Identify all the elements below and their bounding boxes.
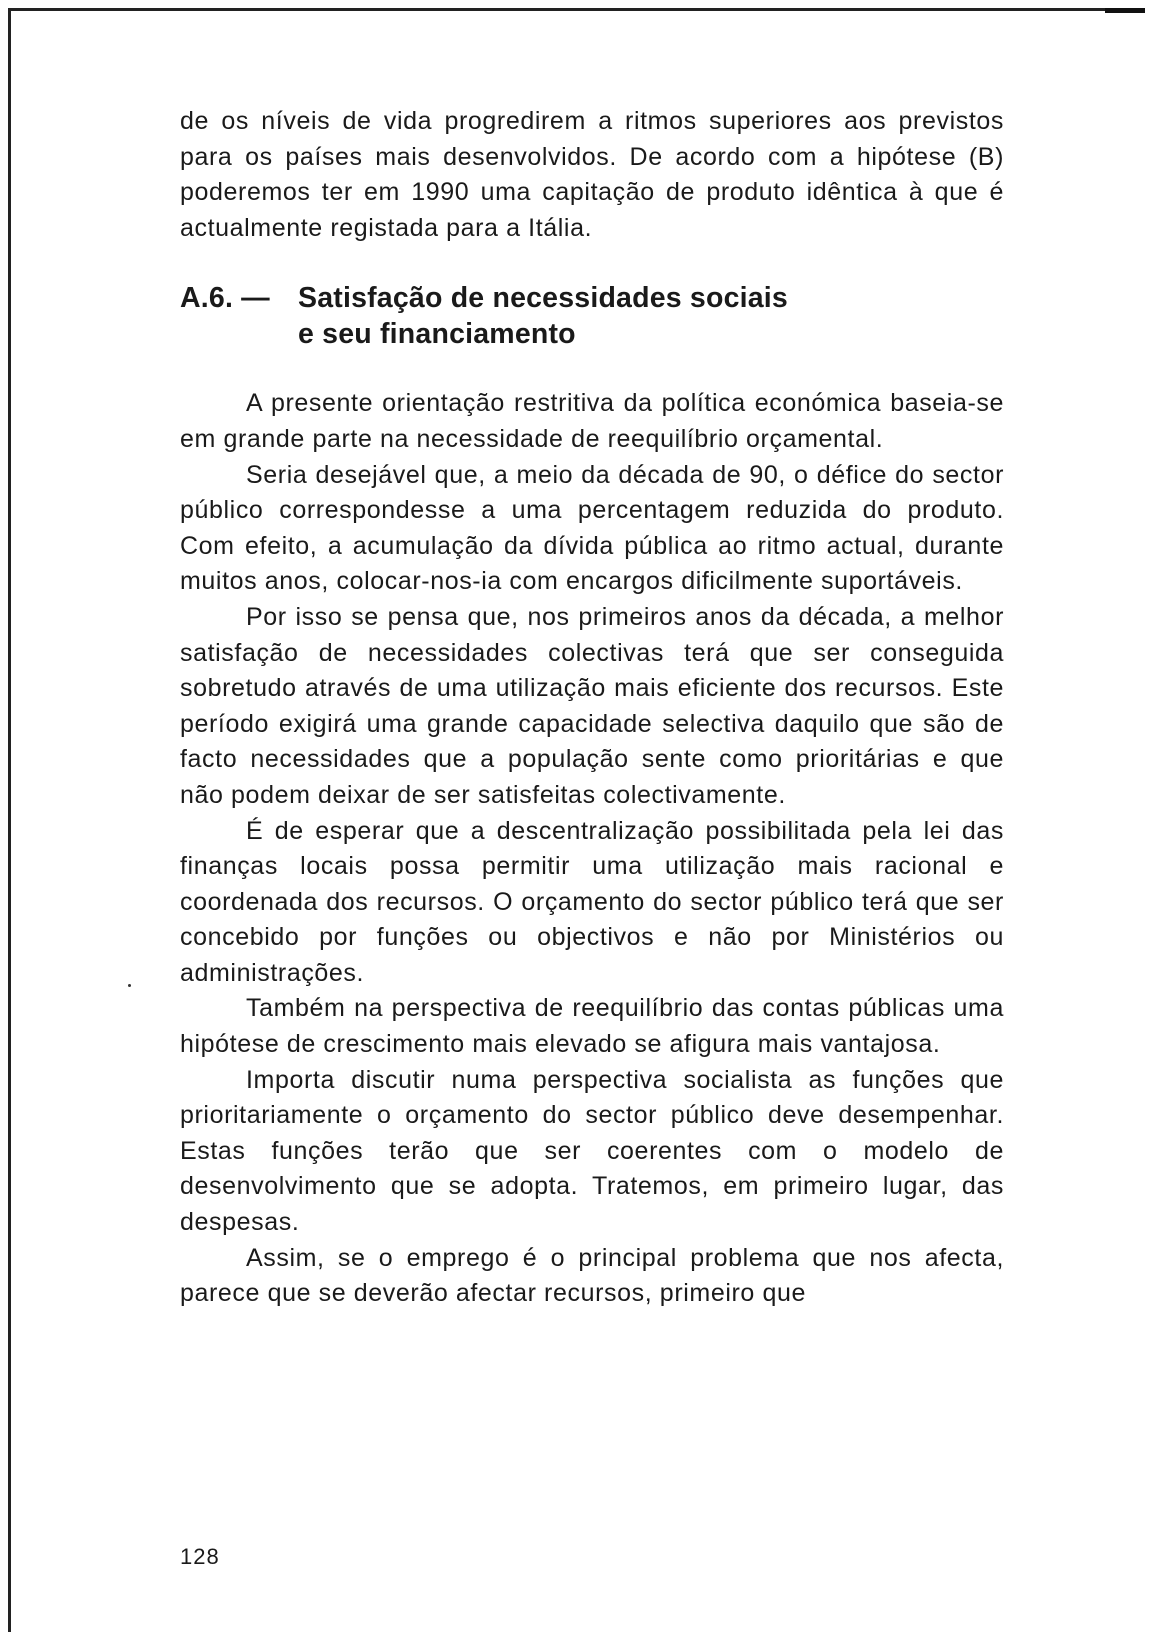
body-paragraph: Também na perspectiva de reequilíbrio das contas públicas uma hipótese de crescimento mais elevado se afigura mais vantajosa.	[180, 994, 1004, 1059]
body-paragraph: Seria desejável que, a meio da década de 90, o défice do sector público correspondesse a uma percentagem reduzida do produto. Com efeito, a acumulação da dívida pública ao ritmo actual, durante muitos anos, colocar-nos-ia com encargos dificilmente suportáveis.	[180, 460, 1004, 596]
page-number: 128	[180, 1544, 220, 1569]
page-frame-corner-mark	[1105, 8, 1145, 13]
body-paragraph: É de esperar que a descentralização possibilitada pela lei das finanças locais possa permitir uma utilização mais racional e coordenada dos recursos. O orçamento do sector público terá que ser concebido por funções ou objectivos e não por Ministérios ou administrações.	[180, 816, 1004, 987]
body-paragraph: Por isso se pensa que, nos primeiros anos da década, a melhor satisfação de necessidades colectivas terá que ser conseguida sobretudo através de uma utilização mais eficiente dos recursos. Este período exigirá uma grande capacidade selectiva daquilo que são de facto necessidades que a população sente como prioritárias e que não podem deixar de ser satisfeitas colectivamente.	[180, 602, 1004, 809]
section-heading	[180, 280, 1004, 352]
intro-paragraph: de os níveis de vida progredirem a ritmos superiores aos previstos para os países mais desenvolvidos. De acordo com a hipótese (B) poderemos ter em 1990 uma capitação de produto idêntica à que é actualmente registada para a Itália.	[180, 107, 1004, 242]
page-frame-top	[8, 8, 1140, 11]
body-paragraph: Importa discutir numa perspectiva socialista as funções que prioritariamente o orçamento do sector público deve desempenhar. Estas funções terão que ser coerentes com o modelo de desenvolvimento que se adopta. Tratemos, em primeiro lugar, das despesas.	[180, 1065, 1004, 1237]
section-title-line-1: Satisfação de necessidades sociais	[298, 282, 788, 315]
scan-speck	[128, 984, 131, 987]
section-number: A.6. —	[180, 282, 270, 315]
section-title-line-2: e seu financiamento	[298, 318, 576, 351]
page-body	[180, 104, 1004, 1312]
body-paragraph: Assim, se o emprego é o principal problema que nos afecta, parece que se deverão afectar recursos, primeiro que	[180, 1243, 1004, 1308]
page-frame-left	[8, 8, 11, 1632]
body-paragraph: A presente orientação restritiva da política económica baseia-se em grande parte na necessidade de reequilíbrio orçamental.	[180, 389, 1004, 453]
